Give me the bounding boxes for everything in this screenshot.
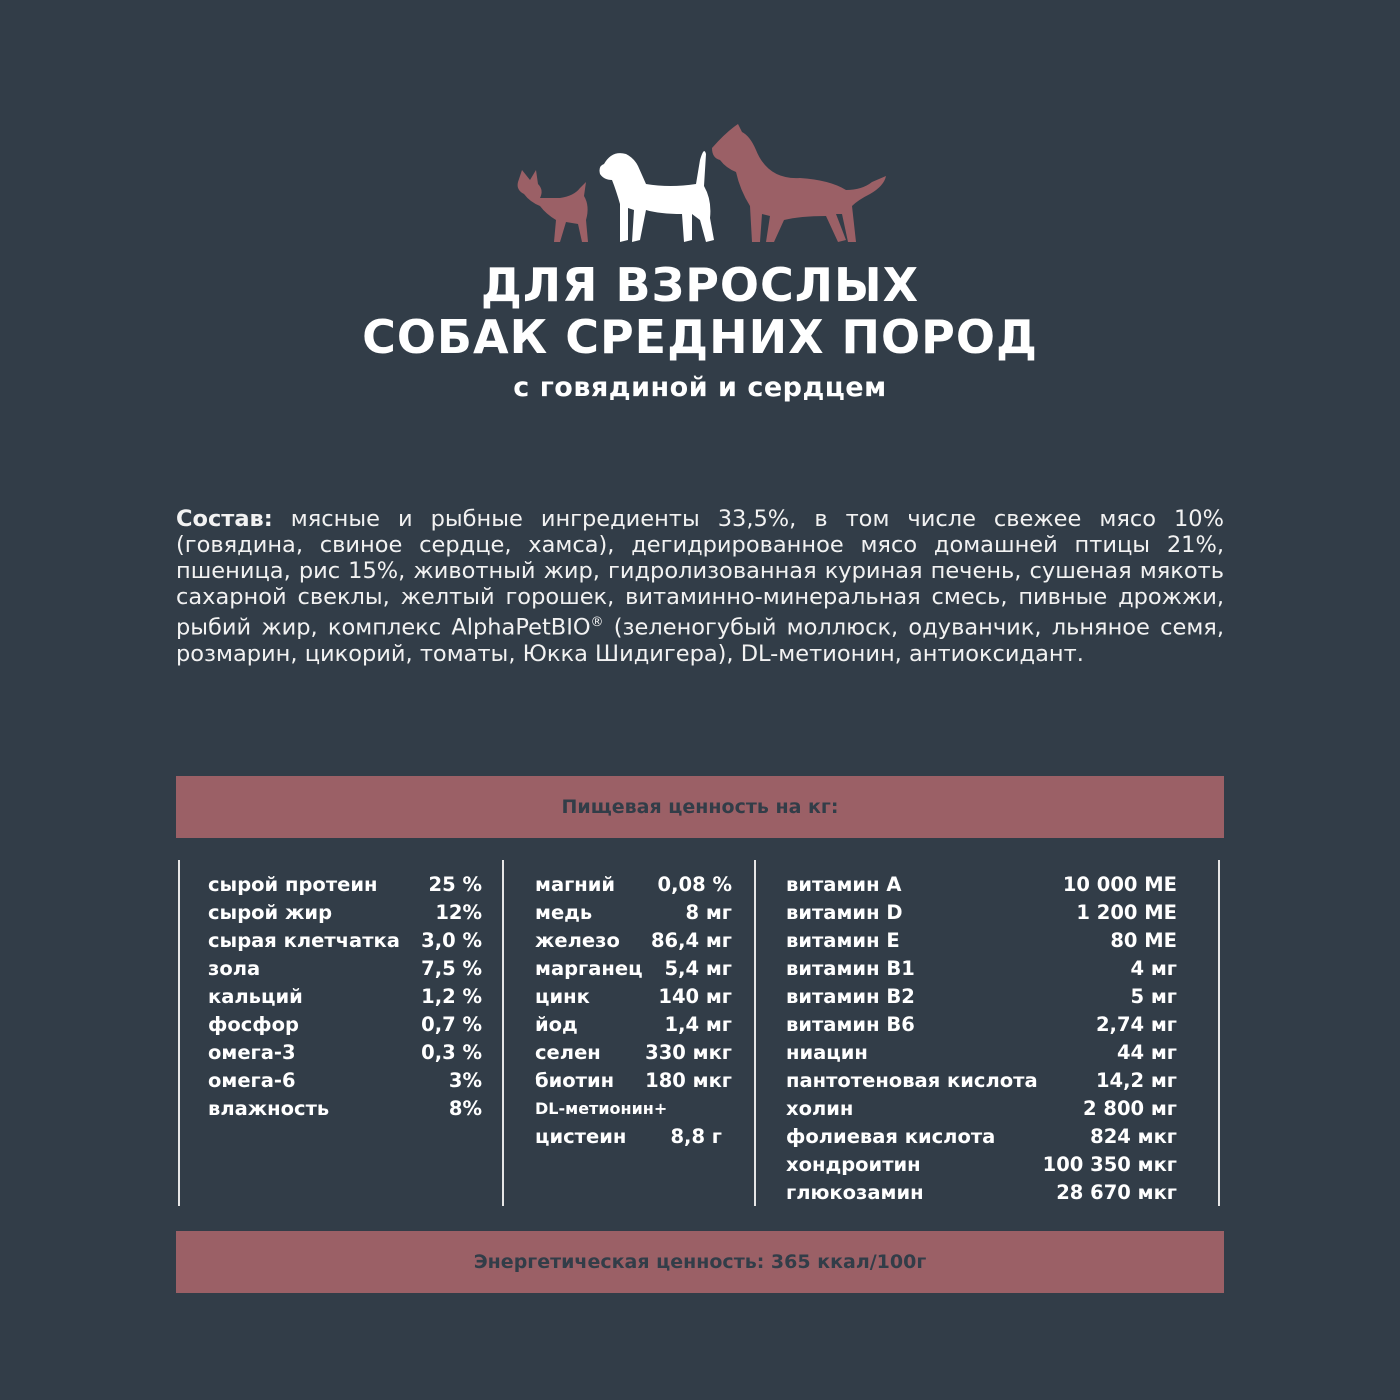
nutrient-name: медь	[535, 901, 593, 924]
nutrient-value: 4 мг	[1130, 957, 1177, 980]
nutrient-value: 2 800 мг	[1083, 1097, 1177, 1120]
nutrient-name: влажность	[208, 1097, 330, 1120]
nutrient-name: холин	[786, 1097, 854, 1120]
nutrient-name: селен	[535, 1041, 601, 1064]
nutrient-name: сырой протеин	[208, 873, 378, 896]
nutrient-name: магний	[535, 873, 616, 896]
divider-4	[1218, 860, 1220, 1206]
title-line-2: СОБАК СРЕДНИХ ПОРОД	[362, 310, 1038, 364]
nutrient-value: 80 МЕ	[1110, 929, 1177, 952]
nutrient-name: зола	[208, 957, 261, 980]
nutrient-value: 8 мг	[685, 901, 732, 924]
nutrient-name: витамин В1	[786, 957, 915, 980]
small-dog-icon	[518, 170, 588, 242]
nutrient-name: витамин В6	[786, 1013, 915, 1036]
nutrient-value: 140 мг	[658, 985, 732, 1008]
nutrient-name: глюкозамин	[786, 1181, 924, 1204]
nutrient-name: биотин	[535, 1069, 615, 1092]
nutrient-value: 330 мкг	[645, 1041, 732, 1064]
nutrient-name: цинк	[535, 985, 590, 1008]
nutrient-value: 8%	[448, 1097, 482, 1120]
large-dog-icon	[712, 124, 886, 242]
nutrient-row	[786, 1123, 1177, 1151]
nutrient-row	[786, 871, 1177, 899]
nutrient-value: 5,4 мг	[664, 957, 732, 980]
nutrient-name: хондроитин	[786, 1153, 921, 1176]
nutrient-name: витамин В2	[786, 985, 915, 1008]
composition-body-2: (зеленогубый моллюск, одуванчик, льняное семя, розмарин, цикорий, томаты, Юкка Шидигера), DL-метионин, антиоксидант.	[176, 614, 1224, 667]
nutrient-row	[786, 955, 1177, 983]
nutrient-name: витамин А	[786, 873, 902, 896]
nutrient-value: 25 %	[428, 873, 482, 896]
composition-label: Состав:	[176, 506, 273, 532]
nutrient-row	[535, 871, 732, 899]
nutrient-value: 7,5 %	[421, 957, 482, 980]
nutrient-value: 0,7 %	[421, 1013, 482, 1036]
divider-2	[502, 860, 504, 1206]
title-line-1: ДЛЯ ВЗРОСЛЫХ	[480, 258, 920, 312]
nutrient-value: 14,2 мг	[1095, 1069, 1177, 1092]
nutrient-row	[535, 899, 732, 927]
nutrient-row	[786, 1067, 1177, 1095]
nutrient-name: фолиевая кислота	[786, 1125, 996, 1148]
energy-value: Энергетическая ценность: 365 ккал/100г	[176, 1231, 1224, 1293]
nutrient-value: 1 200 МЕ	[1076, 901, 1177, 924]
nutrient-row	[786, 1151, 1177, 1179]
nutrition-column-3	[786, 871, 1177, 1207]
nutrient-value: 180 мкг	[645, 1069, 732, 1092]
nutrient-row	[208, 983, 482, 1011]
nutrient-name: сырой жир	[208, 901, 333, 924]
nutrient-name: фосфор	[208, 1013, 300, 1036]
nutrient-value: 0,08 %	[657, 873, 732, 896]
nutrient-row	[208, 955, 482, 983]
nutrient-value: 5 мг	[1130, 985, 1177, 1008]
nutrient-row	[535, 1011, 732, 1039]
nutrient-name: пантотеновая кислота	[786, 1069, 1038, 1092]
nutrient-value: 0,3 %	[421, 1041, 482, 1064]
nutrient-name: омега-6	[208, 1069, 296, 1092]
nutrient-value: 1,4 мг	[664, 1013, 732, 1036]
nutrient-row	[208, 1011, 482, 1039]
nutrient-row	[786, 899, 1177, 927]
nutrient-value: 100 350 мкг	[1042, 1153, 1177, 1176]
nutrient-name: DL-метионин+	[535, 1099, 668, 1118]
nutrient-row	[786, 1011, 1177, 1039]
nutrient-value: 8,8 г	[670, 1125, 722, 1148]
nutrient-row	[786, 1095, 1177, 1123]
nutrient-name: цистеин	[535, 1125, 627, 1148]
nutrient-row	[535, 955, 732, 983]
nutrient-row	[208, 871, 482, 899]
nutrient-row	[535, 1095, 732, 1123]
nutrient-name: витамин Е	[786, 929, 900, 952]
nutrition-heading: Пищевая ценность на кг:	[176, 776, 1224, 838]
nutrient-value: 1,2 %	[421, 985, 482, 1008]
nutrient-name: ниацин	[786, 1041, 868, 1064]
registered-mark: ®	[590, 615, 604, 630]
composition-body: мясные и рыбные ингредиенты 33,5%, в том числе свежее мясо 10% (говядина, свиное сердце, хамса), дегидрированное мясо домашней птицы 21%, пшеница, рис 15%, животный жир, гидролизованная куриная печень, сушеная мякоть сахарной свеклы, желтый горошек, витаминно-минеральная смесь, пивные дрожжи, рыбий жир, комплекс AlphaPetBIO	[176, 506, 1224, 641]
nutrient-name: кальций	[208, 985, 303, 1008]
nutrient-value: 824 мкг	[1090, 1125, 1177, 1148]
medium-dog-icon	[600, 151, 715, 242]
nutrient-row	[786, 1179, 1177, 1207]
nutrient-value: 12%	[435, 901, 482, 924]
nutrient-value: 3,0 %	[421, 929, 482, 952]
nutrient-value: 44 мг	[1116, 1041, 1177, 1064]
composition-text	[176, 506, 1224, 667]
nutrient-value: 2,74 мг	[1095, 1013, 1177, 1036]
nutrient-row	[535, 1067, 732, 1095]
divider-3	[754, 860, 756, 1206]
nutrient-row	[535, 927, 732, 955]
nutrient-name: марганец	[535, 957, 643, 980]
nutrient-value: 10 000 МЕ	[1062, 873, 1177, 896]
nutrition-column-2	[535, 871, 732, 1151]
nutrient-name: железо	[535, 929, 620, 952]
nutrient-name: омега-3	[208, 1041, 296, 1064]
nutrition-column-1	[208, 871, 482, 1123]
nutrient-row	[786, 1039, 1177, 1067]
subtitle: с говядиной и сердцем	[513, 372, 887, 403]
nutrient-value: 86,4 мг	[650, 929, 732, 952]
nutrient-value: 3%	[448, 1069, 482, 1092]
nutrient-row	[535, 1123, 732, 1151]
nutrient-row	[535, 1039, 732, 1067]
nutrient-row	[208, 899, 482, 927]
nutrient-name: витамин D	[786, 901, 903, 924]
nutrient-row	[786, 927, 1177, 955]
nutrient-value: 28 670 мкг	[1056, 1181, 1177, 1204]
nutrient-row	[208, 927, 482, 955]
divider-1	[178, 860, 180, 1206]
nutrient-name: йод	[535, 1013, 578, 1036]
nutrient-row	[208, 1067, 482, 1095]
nutrient-row	[208, 1039, 482, 1067]
nutrient-row	[535, 983, 732, 1011]
dog-silhouettes	[500, 110, 900, 250]
nutrient-row	[208, 1095, 482, 1123]
nutrient-row	[786, 983, 1177, 1011]
nutrient-name: сырая клетчатка	[208, 929, 400, 952]
